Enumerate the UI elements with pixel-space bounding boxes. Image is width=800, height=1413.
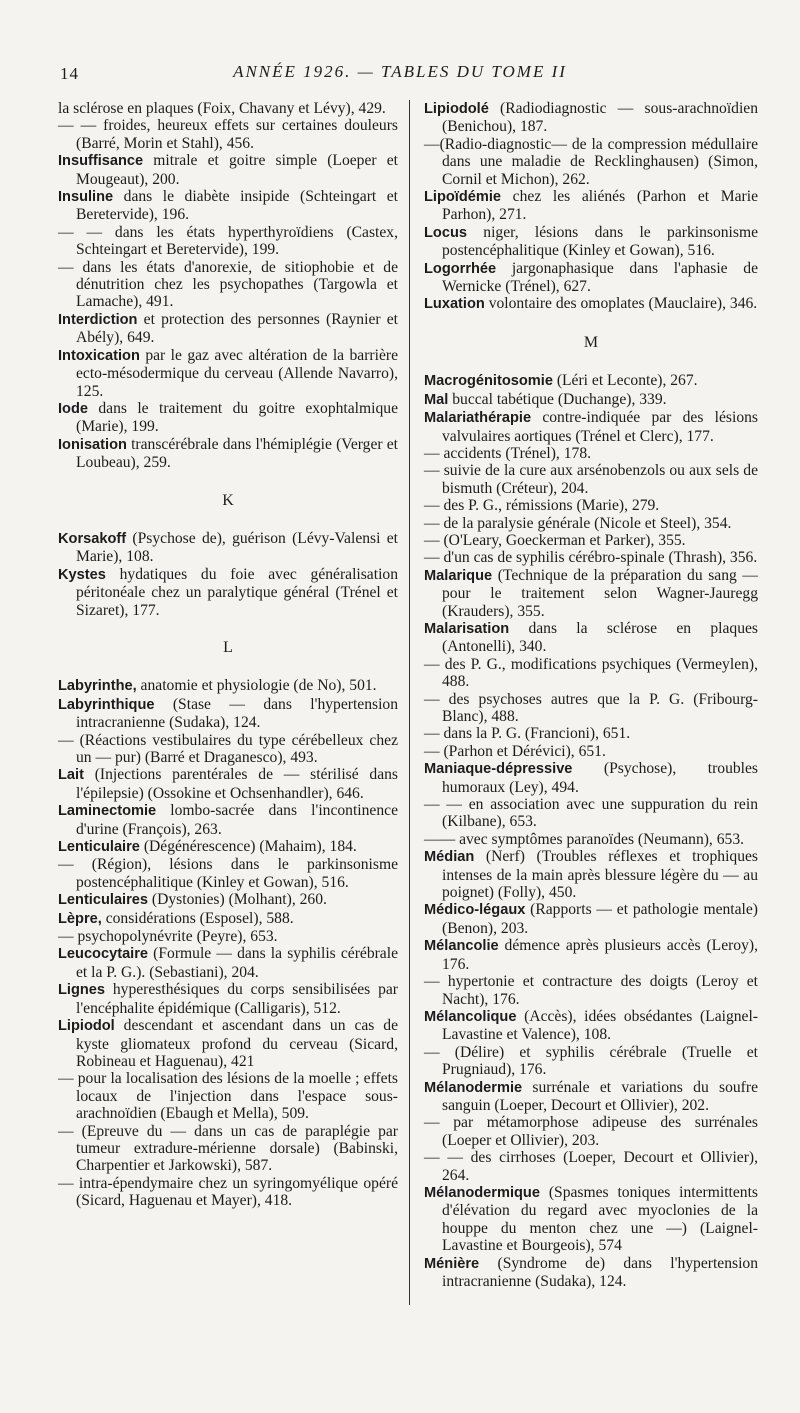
entry-heading: Maniaque-dépressive [424, 761, 573, 778]
entry-heading: Ménière [424, 1255, 480, 1272]
index-entry [58, 1070, 398, 1122]
entry-text: (Syndrome de) dans l'hypertension intracranienne (Sudaka), 124. [442, 1254, 758, 1290]
entry-text: par le gaz avec altération de la barrière ecto-mésodermique du cerveau (Allende Navarro), 125. [76, 346, 398, 400]
entry-text: —(Radio-diagnostic— de la compression médullaire dans une maladie de Recklinghausen) (Simon, Cornil et Michon), 262. [424, 135, 758, 188]
page-header [60, 62, 740, 88]
entry-heading: Macrogénitosomie [424, 373, 553, 390]
entry-text: — d'un cas de syphilis cérébro-spinale (Thrash), 356. [424, 549, 758, 567]
entry-text: et protection des personnes (Raynier et Abély), 649. [76, 310, 398, 347]
entry-heading: Lèpre, [58, 910, 102, 927]
entry-text: niger, lésions dans le parkinsonisme postencéphalitique (Kinley et Gowan), 516. [442, 223, 758, 260]
entry-heading: Malarique [424, 567, 493, 584]
entry-text: — — des cirrhoses (Loeper, Decourt et Ollivier), 264. [424, 1149, 758, 1184]
index-entry [424, 656, 758, 691]
entry-text: (Psychose de), guérison (Lévy-Valensi et Marie), 108. [76, 529, 398, 566]
entry-heading: Lait [58, 767, 84, 784]
entry-text: (Stase — dans l'hypertension intracranienne (Sudaka), 124. [76, 695, 398, 732]
index-entry [424, 831, 758, 848]
index-entry [58, 856, 398, 891]
index-entry [424, 796, 758, 831]
index-entry [58, 259, 398, 311]
entry-heading: Malarisation [424, 620, 510, 637]
index-entry [58, 1123, 398, 1175]
entry-text: (Formule — dans la syphilis cérébrale et la P. G.). (Sebastiani), 204. [76, 945, 398, 981]
index-entry [424, 409, 758, 445]
index-entry [424, 691, 758, 726]
entry-text: (Spasmes toniques intermittents d'élévation du regard avec myoclonies de la houppe du menton chez une —) (Laignel-Lavastine et Bourgeois), 574 [442, 1183, 758, 1255]
entry-text: contre-indiquée par des lésions valvulaires aortiques (Trénel et Clerc), 177. [442, 409, 758, 445]
index-entry [424, 295, 758, 313]
index-entry [58, 347, 398, 400]
entry-text: mitrale et goitre simple (Loeper et Mougeaut), 200. [76, 152, 398, 188]
entry-text: considérations (Esposel), 588. [101, 909, 294, 927]
entry-text: — des psychoses autres que la P. G. (Fribourg-Blanc), 488. [424, 690, 758, 725]
entry-heading: Lipoïdémie [424, 189, 502, 206]
index-entry [58, 1017, 398, 1070]
index-entry [58, 981, 398, 1017]
entry-text: — (Région), lésions dans le parkinsonisme postencéphalitique (Kinley et Gowan), 516. [58, 856, 398, 891]
index-entry [424, 188, 758, 224]
index-entry [58, 100, 398, 117]
entry-text: hydatiques du foie avec généralisation péritonéale chez un paralytique général (Trénel et Sizaret), 177. [76, 565, 398, 619]
entry-text: — psychopolynévrite (Peyre), 653. [58, 928, 278, 946]
entry-text: la sclérose en plaques (Foix, Chavany et Lévy), 429. [58, 100, 386, 117]
entry-text: buccal tabétique (Duchange), 339. [448, 390, 667, 408]
entry-text: dans le traitement du goitre exophtalmique (Marie), 199. [76, 399, 398, 436]
index-entry [58, 696, 398, 732]
entry-text: — (Délire) et syphilis cérébrale (Truelle et Prugniaud), 176. [424, 1043, 758, 1079]
index-entry [424, 1149, 758, 1184]
entry-text: —— avec symptômes paranoïdes (Neumann), 653. [424, 830, 745, 848]
entry-text: transcérébrale dans l'hémiplégie (Verger et Loubeau), 259. [76, 435, 398, 472]
entry-heading: Labyrinthe, [58, 678, 137, 695]
column-divider [409, 100, 410, 1305]
index-entry [424, 743, 758, 760]
entry-text: — — dans les états hyperthyroïdiens (Castex, Schteingart et Beretervide), 199. [58, 223, 398, 259]
index-entry [58, 838, 398, 856]
entry-text: (Radiodiagnostic — sous-arachnoïdien (Benichou), 187. [442, 100, 758, 136]
entry-text: — des P. G., rémissions (Marie), 279. [424, 497, 660, 515]
index-entry [58, 928, 398, 945]
entry-heading: Lignes [58, 982, 106, 999]
entry-text: — suivie de la cure aux arsénobenzols ou aux sels de bismuth (Créteur), 204. [424, 462, 758, 497]
index-entry [424, 1079, 758, 1115]
index-entry [58, 802, 398, 838]
entry-text: jargonaphasique dans l'aphasie de Wernicke (Trénel), 627. [442, 259, 758, 296]
index-entry [424, 760, 758, 796]
entry-heading: Mal [424, 391, 449, 408]
entry-heading: Korsakoff [58, 530, 127, 547]
entry-heading: Médico-légaux [424, 902, 526, 919]
entry-text: — dans la P. G. (Francioni), 651. [424, 725, 631, 743]
entry-heading: Mélanodermique [424, 1184, 540, 1201]
page-number: 14 [60, 64, 79, 83]
entry-text: (Dégénérescence) (Mahaim), 184. [139, 838, 357, 856]
index-entry [424, 549, 758, 566]
entry-text: — par métamorphose adipeuse des surrénales (Loeper et Ollivier), 203. [424, 1114, 758, 1149]
index-entry [58, 436, 398, 472]
entry-text: — accidents (Trénel), 178. [424, 444, 592, 462]
index-entry [58, 677, 398, 695]
entry-text: dans le diabète insipide (Schteingart et Beretervide), 196. [76, 188, 398, 224]
index-entry [424, 136, 758, 188]
index-entry [58, 1175, 398, 1210]
entry-text: — pour la localisation des lésions de la moelle ; effets locaux de l'injection dans l'espace sous-arachnoïdien (Ebaugh et Mella), 509. [58, 1070, 398, 1123]
entry-heading: Mélancolique [424, 1008, 517, 1025]
entry-text: (Injections parentérales de — stérilisé dans l'épilepsie) (Ossokine et Ochsenhandler), 646. [76, 766, 398, 802]
entry-text: (Dystonies) (Molhant), 260. [148, 891, 327, 909]
entry-heading: Ionisation [58, 436, 127, 453]
index-entry [58, 732, 398, 767]
entry-text: — dans les états d'anorexie, de sitiophobie et de dénutrition chez les psychopathes (Targowla et Lamache), 491. [58, 258, 398, 311]
entry-heading: Labyrinthique [58, 696, 155, 713]
entry-heading: Lenticulaires [58, 892, 149, 909]
entry-heading: Mélanodermie [424, 1079, 523, 1096]
index-entry [58, 910, 398, 928]
index-entry [424, 224, 758, 260]
index-entry [58, 188, 398, 224]
index-entry [424, 1044, 758, 1079]
entry-heading: Lipiodol [58, 1018, 115, 1035]
index-entry [424, 937, 758, 973]
entry-text: — (Parhon et Dérévici), 651. [424, 742, 606, 760]
index-entry [424, 100, 758, 136]
index-entry [424, 1114, 758, 1149]
index-entry [424, 532, 758, 549]
right-column [424, 100, 758, 1290]
entry-text: surrénale et variations du soufre sanguin (Loeper, Decourt et Ollivier), 202. [442, 1078, 758, 1114]
entry-heading: Malariathérapie [424, 410, 532, 427]
entry-text: (Accès), idées obsédantes (Laignel-Lavastine et Valence), 108. [442, 1007, 758, 1044]
section-letter: K [222, 491, 234, 509]
index-entry [58, 530, 398, 566]
index-entry [424, 515, 758, 532]
index-entry [424, 391, 758, 409]
entry-heading: Luxation [424, 296, 485, 313]
entry-text: (Technique de la préparation du sang — pour le traitement selon Wagner-Jauregg (Krauders), 355. [442, 566, 758, 620]
index-entry [58, 566, 398, 619]
entry-text: — hypertonie et contracture des doigts (Leroy et Nacht), 176. [424, 973, 758, 1008]
entry-text: hyperesthésiques du corps sensibilisées par l'encéphalite épidémique (Calligaris), 512. [76, 981, 398, 1017]
index-entry [424, 1184, 758, 1255]
entry-heading: Locus [424, 224, 467, 241]
index-entry [424, 260, 758, 296]
entry-text: (Léri et Leconte), 267. [552, 372, 698, 390]
entry-text: — (Réactions vestibulaires du type cérébelleux chez un — pur) (Barré et Draganesco), 493. [58, 731, 398, 766]
entry-text: (Psychose), troubles humoraux (Ley), 494. [442, 760, 758, 796]
index-entry [424, 462, 758, 497]
index-entry [424, 620, 758, 656]
entry-text: — intra-épendymaire chez un syringomyélique opéré (Sicard, Haguenau et Mayer), 418. [58, 1174, 398, 1210]
entry-heading: Laminectomie [58, 803, 157, 820]
entry-heading: Intoxication [58, 347, 140, 364]
entry-text: — (O'Leary, Goeckerman et Parker), 355. [424, 531, 686, 549]
entry-heading: Lenticulaire [58, 839, 140, 856]
entry-text: lombo-sacrée dans l'incontinence d'urine (François), 263. [76, 802, 398, 838]
entry-text: démence après plusieurs accès (Leroy), 176. [442, 937, 758, 973]
entry-text: — (Epreuve du — dans un cas de paraplégie par tumeur extradure-mérienne dorsale) (Babinski, Charpentier et Jarkowski), 587. [58, 1122, 398, 1175]
entry-heading: Interdiction [58, 311, 138, 328]
index-entry [424, 848, 758, 901]
index-entry [424, 901, 758, 937]
index-entry [58, 400, 398, 436]
entry-heading: Kystes [58, 566, 106, 583]
entry-heading: Leucocytaire [58, 946, 149, 963]
entry-heading: Insuffisance [58, 153, 144, 170]
section-letter: L [223, 638, 233, 656]
index-entry [424, 725, 758, 742]
index-entry [424, 973, 758, 1008]
entry-text: — des P. G., modifications psychiques (Vermeylen), 488. [424, 655, 758, 691]
entry-text: (Rapports — et pathologie mentale) (Benon), 203. [442, 901, 758, 937]
section-letter: M [583, 333, 599, 351]
entry-text: chez les aliénés (Parhon et Marie Parhon), 271. [442, 188, 758, 224]
entry-text: anatomie et physiologie (de No), 501. [136, 677, 377, 695]
entry-text: volontaire des omoplates (Mauclaire), 346. [484, 295, 758, 313]
entry-text: (Nerf) (Troubles réflexes et trophiques intenses de la main après blessure légère du — au poignet) (Folly), 450. [442, 848, 758, 902]
entry-text: — — froides, heureux effets sur certaines douleurs (Barré, Morin et Stahl), 456. [58, 117, 398, 152]
index-entry [424, 1255, 758, 1291]
entry-heading: Logorrhée [424, 260, 497, 277]
entry-heading: Mélancolie [424, 938, 499, 955]
entry-text: dans la sclérose en plaques (Antonelli), 340. [442, 619, 758, 656]
left-column [58, 100, 398, 1210]
index-entry [424, 372, 758, 390]
entry-heading: Iode [58, 400, 88, 417]
entry-heading: Médian [424, 849, 475, 866]
entry-text: — — en association avec une suppuration du rein (Kilbane), 653. [424, 796, 758, 831]
entry-heading: Lipiodolé [424, 101, 489, 117]
index-entry [424, 567, 758, 620]
index-entry [424, 445, 758, 462]
index-entry [58, 891, 398, 909]
index-entry [58, 152, 398, 188]
index-entry [58, 766, 398, 802]
index-entry [424, 1008, 758, 1044]
entry-text: descendant et ascendant dans un cas de kyste gliomateux profond du cerveau (Sicard, Robineau et Haguenau), 421 [76, 1017, 398, 1070]
running-title: ANNÉE 1926. — TABLES DU TOME II [233, 62, 567, 81]
entry-heading: Insuline [58, 189, 114, 206]
index-entry [424, 497, 758, 514]
entry-text: — de la paralysie générale (Nicole et Steel), 354. [424, 514, 732, 532]
index-entry [58, 945, 398, 981]
index-entry [58, 117, 398, 152]
index-entry [58, 224, 398, 259]
index-entry [58, 311, 398, 347]
